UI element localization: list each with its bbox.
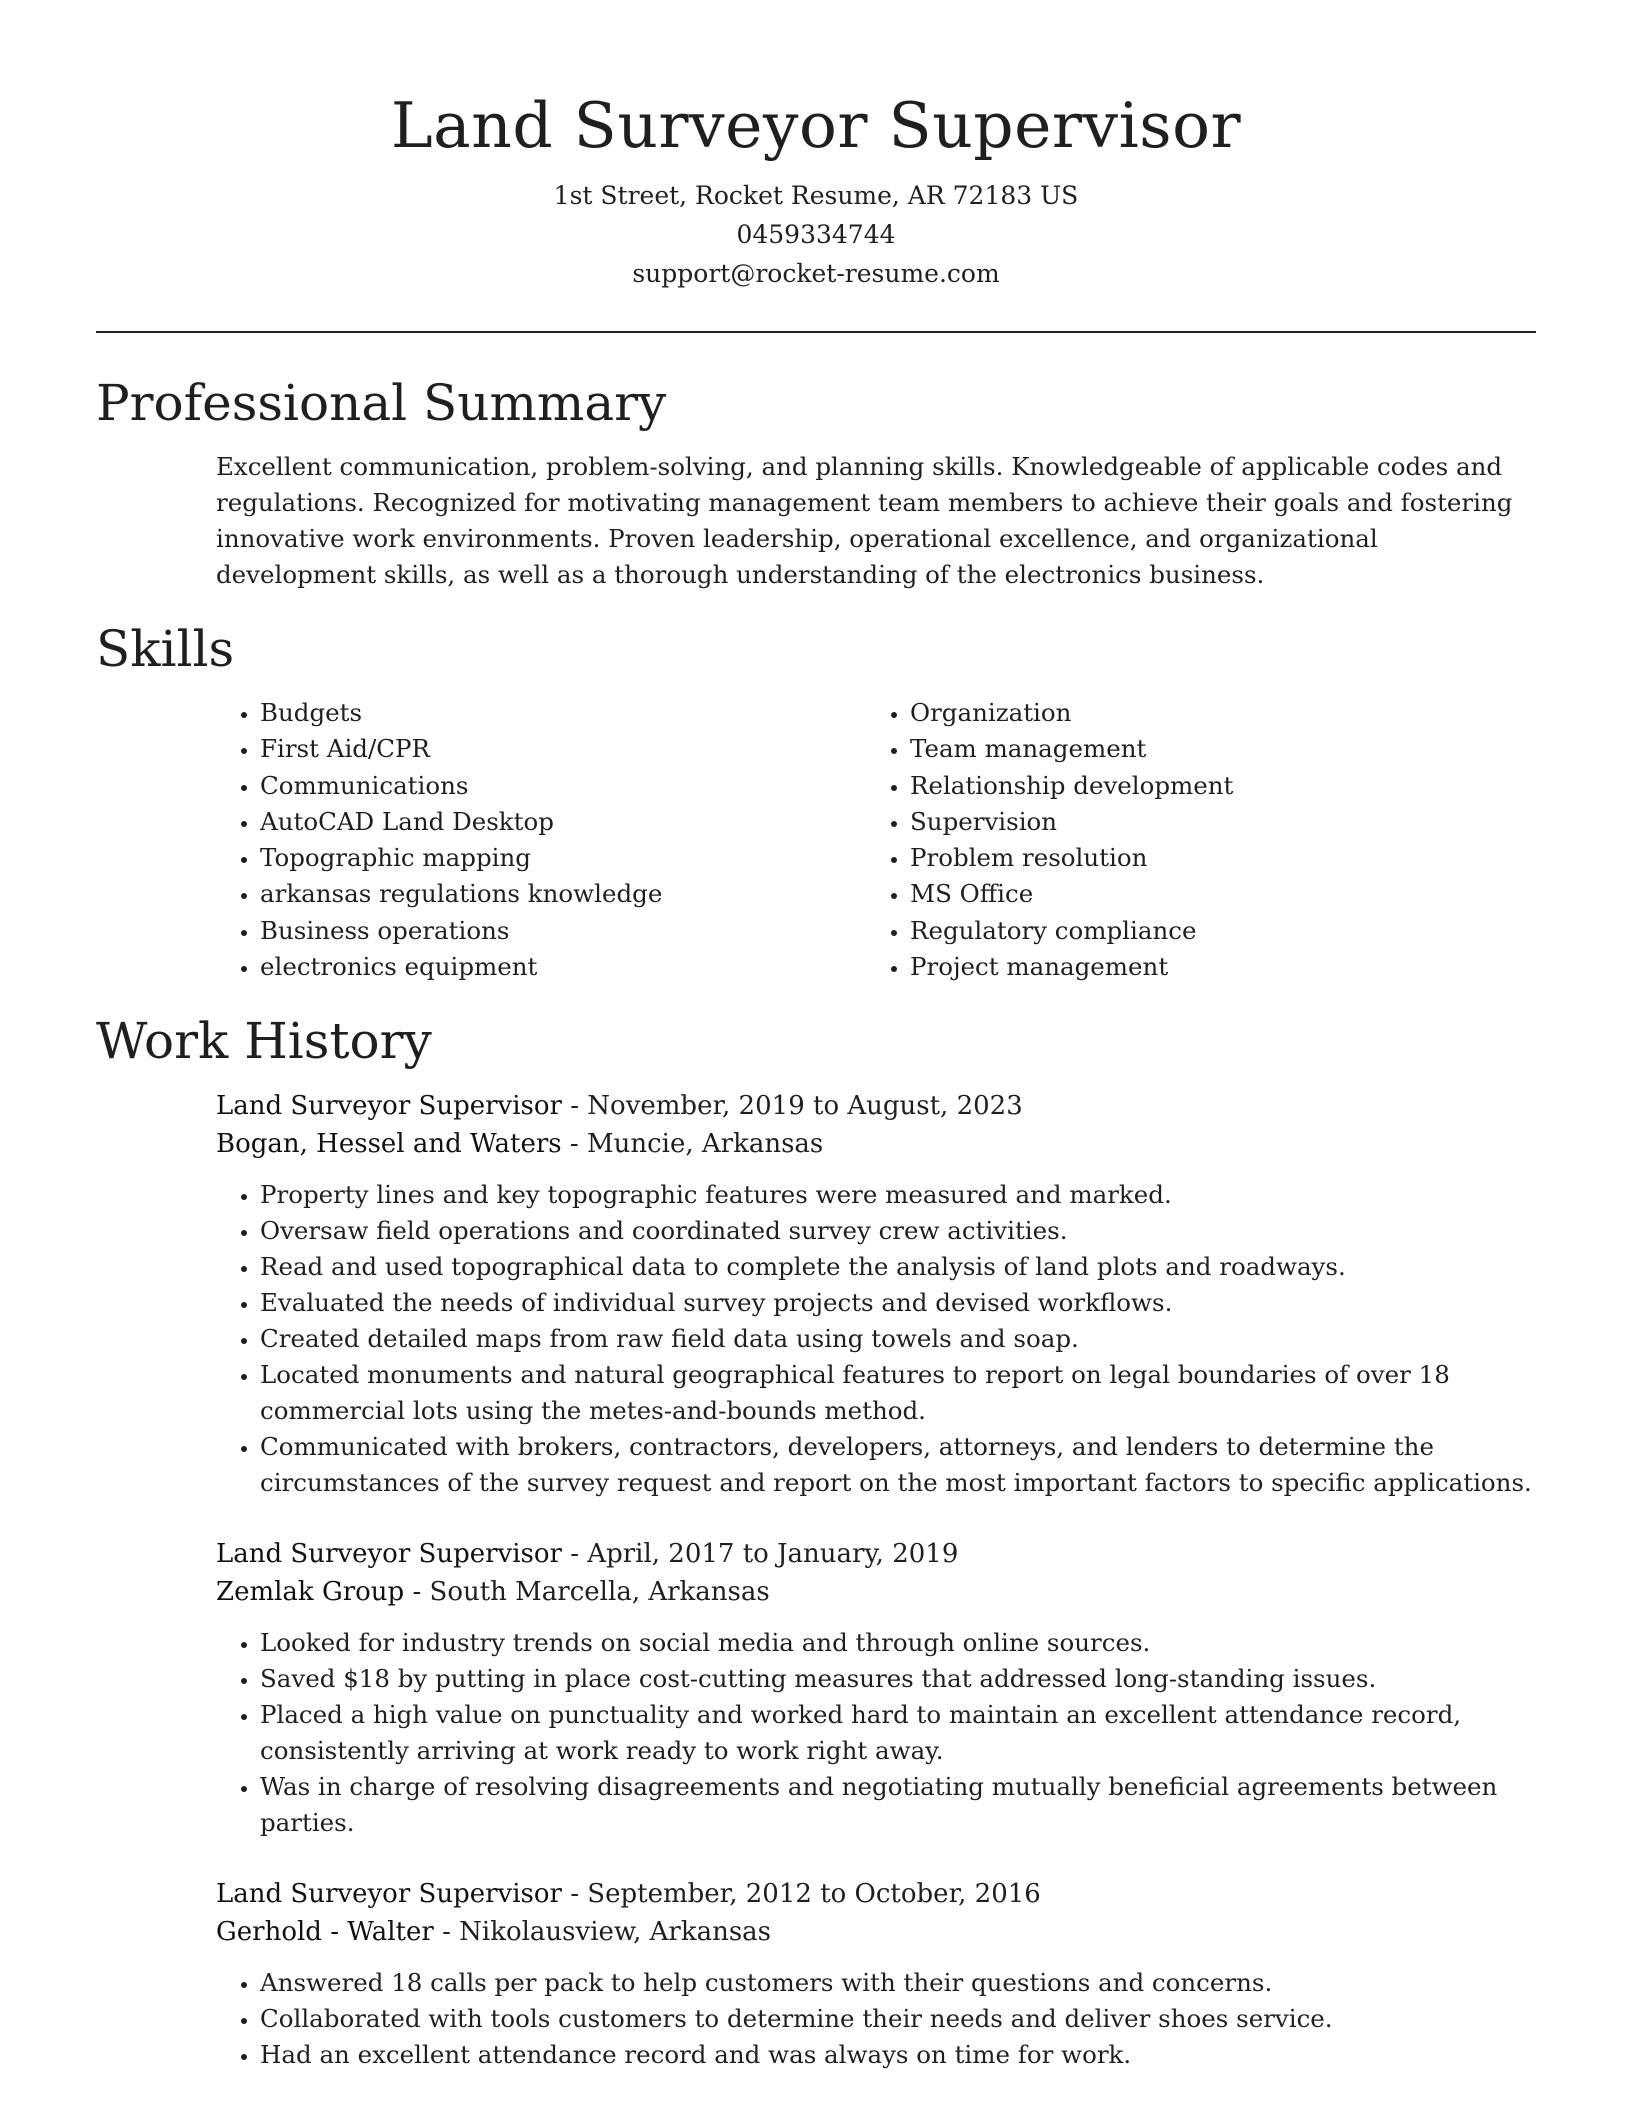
job-dates: September, 2012 to October, 2016 (587, 1879, 1041, 1910)
contact-address: 1st Street, Rocket Resume, AR 72183 US (553, 181, 1079, 210)
resume-header (96, 0, 1536, 293)
job-dates: November, 2019 to August, 2023 (587, 1091, 1023, 1122)
job-bullet: • Answered 18 calls per pack to help customers with their questions and concerns. (260, 1965, 1536, 2001)
job-bullet: • Evaluated the needs of individual survey projects and devised workflows. (260, 1285, 1536, 1321)
job-title-line: Land Surveyor Supervisor - September, 2012 to October, 2016 (216, 1879, 1041, 1910)
contact-phone: 0459334744 (736, 220, 896, 249)
resume-page (96, 0, 1536, 2073)
work-history-heading: Work History (96, 1012, 432, 1071)
job-company: Gerhold - Walter (216, 1917, 434, 1948)
job-bullet: • Created detailed maps from raw field data using towels and soap. (260, 1321, 1536, 1357)
skills-column-right (866, 695, 1516, 985)
job-bullet: • Located monuments and natural geographical features to report on legal boundaries of over 18 commercial lots using the metes-and-bounds method. (260, 1357, 1536, 1429)
job-bullets (216, 1965, 1536, 2073)
skill-item: • arkansas regulations knowledge (260, 876, 866, 912)
job-bullet: • Saved $18 by putting in place cost-cutting measures that addressed long-standing issues. (260, 1661, 1536, 1697)
skills-column-left (216, 695, 866, 985)
job-location: Muncie, Arkansas (586, 1129, 824, 1160)
job-bullet: • Communicated with brokers, contractors, developers, attorneys, and lenders to determine the circumstances of the survey request and report on the most important factors to specific applications. (260, 1429, 1536, 1501)
contact-info (96, 176, 1536, 293)
job-company-line: Zemlak Group - South Marcella, Arkansas (216, 1577, 770, 1608)
skills-grid (216, 695, 1536, 985)
job-company: Zemlak Group (216, 1577, 405, 1608)
job-company-line: Gerhold - Walter - Nikolausview, Arkansas (216, 1917, 772, 1948)
work-history-section (96, 1009, 1536, 2073)
skills-heading: Skills (96, 620, 235, 678)
skill-item: • Topographic mapping (260, 840, 866, 876)
skill-item: • Organization (910, 695, 1516, 731)
job-role: Land Surveyor Supervisor (216, 1879, 562, 1910)
summary-heading: Professional Summary (96, 374, 667, 432)
skill-item: • AutoCAD Land Desktop (260, 804, 866, 840)
job-bullet: • Placed a high value on punctuality and worked hard to maintain an excellent attendance record, consistently arriving at work ready to work right away. (260, 1697, 1536, 1769)
skill-item: • Relationship development (910, 768, 1516, 804)
skill-item: • Team management (910, 731, 1516, 767)
job-role: Land Surveyor Supervisor (216, 1091, 562, 1122)
job-entry (216, 1875, 1536, 2073)
skill-item: • Supervision (910, 804, 1516, 840)
skill-item: • First Aid/CPR (260, 731, 866, 767)
skill-item: • Regulatory compliance (910, 913, 1516, 949)
header-divider (96, 331, 1536, 333)
job-bullet: • Collaborated with tools customers to determine their needs and deliver shoes service. (260, 2001, 1536, 2037)
job-bullet: • Looked for industry trends on social media and through online sources. (260, 1625, 1536, 1661)
job-bullets (216, 1177, 1536, 1501)
job-entry (216, 1087, 1536, 1501)
skill-item: • MS Office (910, 876, 1516, 912)
skill-item: • Budgets (260, 695, 866, 731)
job-bullet: • Oversaw field operations and coordinated survey crew activities. (260, 1213, 1536, 1249)
job-entry (216, 1535, 1536, 1841)
job-title-line: Land Surveyor Supervisor - April, 2017 to January, 2019 (216, 1539, 959, 1570)
job-bullet: • Property lines and key topographic features were measured and marked. (260, 1177, 1536, 1213)
contact-email: support@rocket-resume.com (632, 259, 1000, 288)
job-bullets (216, 1625, 1536, 1841)
job-location: South Marcella, Arkansas (429, 1577, 770, 1608)
job-title-line: Land Surveyor Supervisor - November, 2019 to August, 2023 (216, 1091, 1023, 1122)
skill-item: • Business operations (260, 913, 866, 949)
job-location: Nikolausview, Arkansas (459, 1917, 772, 1948)
job-company: Bogan, Hessel and Waters (216, 1129, 562, 1160)
job-dates: April, 2017 to January, 2019 (587, 1539, 959, 1570)
skills-section (96, 617, 1536, 985)
skill-item: • Project management (910, 949, 1516, 985)
job-bullet: • Had an excellent attendance record and was always on time for work. (260, 2037, 1536, 2073)
job-company-line: Bogan, Hessel and Waters - Muncie, Arkansas (216, 1129, 824, 1160)
summary-section (96, 371, 1536, 593)
skill-item: • Problem resolution (910, 840, 1516, 876)
skill-item: • electronics equipment (260, 949, 866, 985)
skill-item: • Communications (260, 768, 866, 804)
job-bullet: • Read and used topographical data to complete the analysis of land plots and roadways. (260, 1249, 1536, 1285)
job-bullet: • Was in charge of resolving disagreements and negotiating mutually beneficial agreements between parties. (260, 1769, 1536, 1841)
job-role: Land Surveyor Supervisor (216, 1539, 562, 1570)
candidate-name: Land Surveyor Supervisor (390, 89, 1242, 162)
summary-text: Excellent communication, problem-solving, and planning skills. Knowledgeable of applicable codes and regulations. Recognized for motivating management team members to achieve their goals and fostering innovative work environments. Proven leadership, operational excellence, and organizational development skills, as well as a thorough understanding of the electronics business. (216, 452, 1513, 589)
